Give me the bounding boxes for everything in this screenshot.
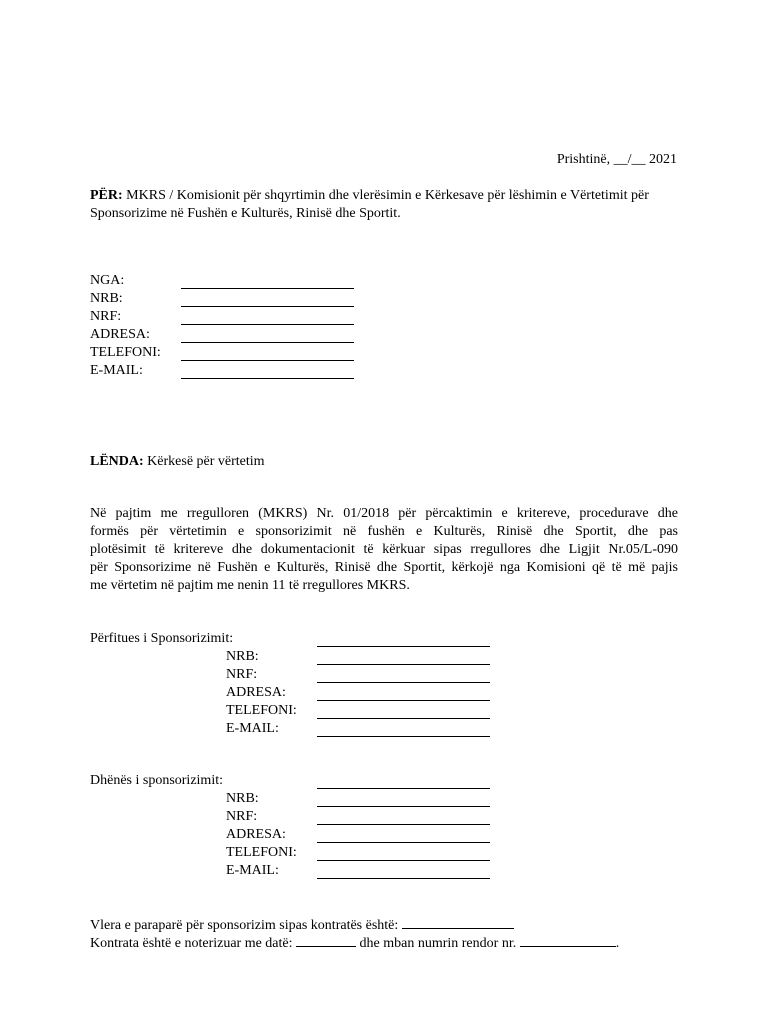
field-label: E-MAIL: [226, 721, 279, 736]
beneficiary-title: Përfitues i Sponsorizimit: [90, 631, 234, 646]
field-label: NRB: [226, 649, 259, 664]
contract-number-blank[interactable] [520, 932, 616, 947]
blank-line [317, 664, 490, 665]
addressee-block [90, 187, 678, 223]
subject-label: LËNDA: [90, 454, 144, 469]
blank-line [181, 324, 354, 325]
blank-line [181, 360, 354, 361]
sponsorship-value-label: Vlera e paraparë për sponsorizim sipas kontratës është: [90, 918, 399, 933]
paragraph-line: me vërtetim në pajtim me nenin 11 të rregullores MKRS. [90, 578, 410, 593]
paragraph-line: Në pajtim me rregulloren (MKRS) Nr. 01/2018 për përcaktimin e kritereve, procedurave dhe [90, 506, 678, 521]
addressee-label: PËR: [90, 188, 123, 203]
subject-line [90, 453, 265, 471]
blank-line [181, 342, 354, 343]
addressee-text: MKRS / Komisionit për shqyrtimin dhe vlerësimin e Kërkesave për lëshimin e Vërtetimit për Sponsorizime në Fushën e Kulturës, Rinisë dhe Sportit. [90, 188, 649, 221]
field-label: NRB: [90, 291, 123, 306]
blank-line [317, 718, 490, 719]
field-label: NRF: [226, 667, 258, 682]
blank-line [317, 824, 490, 825]
contract-line [90, 932, 619, 953]
blank-line [317, 806, 490, 807]
date-line: Prishtinë, __/__ 2021 [556, 152, 677, 167]
blank-line [181, 288, 354, 289]
subject-text: Kërkesë për vërtetim [147, 454, 265, 469]
contract-end: . [615, 936, 620, 951]
field-label: NRF: [90, 309, 122, 324]
field-label: ADRESA: [226, 827, 286, 842]
blank-line [317, 788, 490, 789]
field-label: NRF: [226, 809, 258, 824]
blank-line [317, 646, 490, 647]
blank-line [181, 306, 354, 307]
blank-line [181, 378, 354, 379]
field-label: ADRESA: [226, 685, 286, 700]
blank-line [317, 860, 490, 861]
paragraph-line: formës për vërtetimin e sponsorizimit në fushën e Kulturës, Rinisë dhe Sportit, dhe pas [90, 524, 678, 539]
paragraph-line: plotësimit të kritereve dhe dokumentacionit të kërkuar sipas rregullores dhe Ligjit Nr.05/L-090 [90, 542, 678, 557]
contract-date-label: Kontrata është e noterizuar me datë: [90, 936, 293, 951]
blank-line [317, 878, 490, 879]
field-label: TELEFONI: [226, 703, 297, 718]
field-label: NRB: [226, 791, 259, 806]
blank-line [317, 736, 490, 737]
contract-date-blank[interactable] [296, 932, 356, 947]
paragraph-line: për Sponsorizime në Fushën e Kulturës, Rinisë dhe Sportit, kërkojë nga Komisioni që të më pajis [90, 560, 678, 575]
blank-line [317, 700, 490, 701]
field-label: E-MAIL: [226, 863, 279, 878]
field-label: NGA: [90, 273, 125, 288]
field-label: TELEFONI: [226, 845, 297, 860]
field-label: TELEFONI: [90, 345, 161, 360]
blank-line [317, 842, 490, 843]
contract-number-label: dhe mban numrin rendor nr. [359, 936, 517, 951]
sponsor-title: Dhënës i sponsorizimit: [90, 773, 223, 788]
field-label: ADRESA: [90, 327, 150, 342]
blank-line [317, 682, 490, 683]
sponsorship-value-blank[interactable] [402, 914, 514, 929]
request-paragraph [90, 505, 678, 595]
field-label: E-MAIL: [90, 363, 143, 378]
